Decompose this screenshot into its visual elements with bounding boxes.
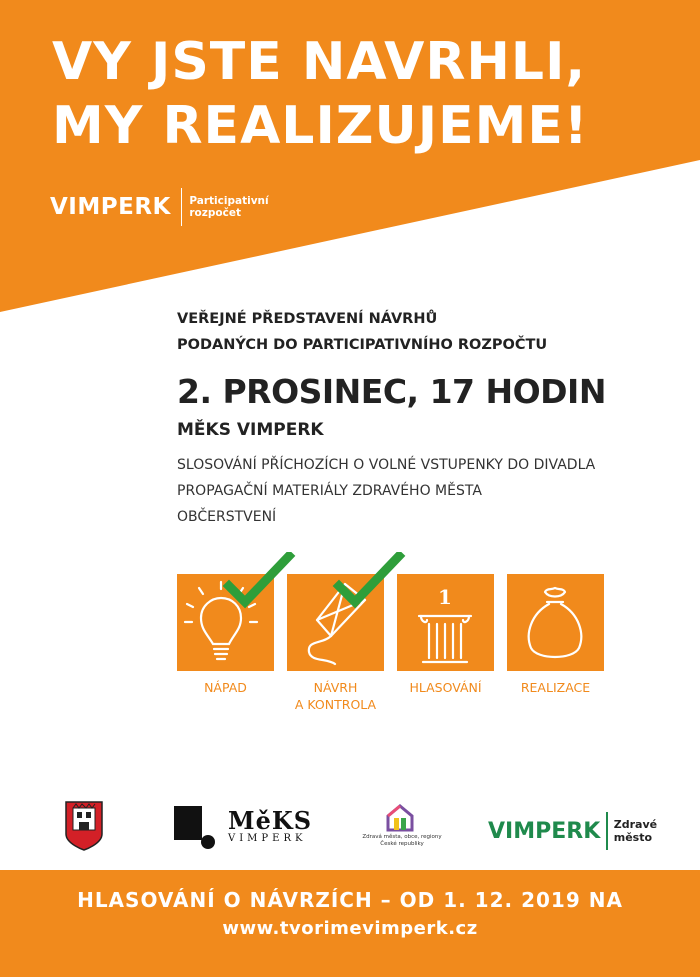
meks-logo-text [228, 806, 312, 844]
participatory-budget-logo [50, 188, 269, 226]
healthy-cities-network-text [362, 834, 442, 848]
event-detail-item: OBČERSTVENÍ [177, 509, 277, 525]
footer-voting-text: HLASOVÁNÍ O NÁVRZÍCH – OD 1. 12. 2019 NA [77, 888, 623, 912]
step-box [287, 574, 384, 671]
step-number: 1 [438, 585, 452, 609]
healthy-city-divider [606, 812, 608, 850]
brand-name: VIMPERK [50, 194, 171, 220]
step-realizace [507, 574, 604, 696]
coat-of-arms-icon [64, 800, 104, 852]
brand-subtitle-line-1: Participativní [189, 195, 269, 207]
event-venue: MĚKS VIMPERK [177, 420, 324, 440]
step-label-line-2: A KONTROLA [294, 697, 377, 712]
step-box [177, 574, 274, 671]
event-intro [177, 306, 547, 358]
healthy-city-logo [488, 812, 657, 850]
event-details [177, 452, 595, 530]
column-number-icon [397, 574, 494, 671]
healthy-city-subtitle-line-2: město [613, 831, 653, 844]
step-box [397, 574, 494, 671]
meks-logo-icon [172, 804, 216, 850]
event-detail-item: SLOSOVÁNÍ PŘÍCHOZÍCH O VOLNÉ VSTUPENKY DO DIVADLA [177, 457, 596, 473]
step-navrh [287, 574, 384, 713]
healthy-city-name: VIMPERK [488, 818, 601, 844]
healthy-cities-network-icon [384, 804, 416, 832]
partner-logos [0, 800, 700, 860]
footer-banner [0, 870, 700, 977]
meks-subtitle: VIMPERK [228, 833, 307, 844]
brand-subtitle-line-2: rozpočet [189, 207, 241, 219]
meks-name: MěKS [228, 806, 313, 835]
event-intro-line-2: PODANÝCH DO PARTICIPATIVNÍHO ROZPOČTU [177, 337, 548, 353]
event-intro-line-1: VEŘEJNÉ PŘEDSTAVENÍ NÁVRHŮ [177, 311, 438, 327]
brand-divider [181, 188, 183, 226]
headline-line-1: VY JSTE NAVRHLI, [52, 32, 587, 92]
money-bag-icon [507, 574, 604, 671]
step-label: HLASOVÁNÍ [409, 680, 482, 695]
healthy-city-subtitle [614, 818, 657, 844]
step-label: REALIZACE [520, 680, 591, 695]
brand-subtitle [189, 195, 268, 219]
step-napad [177, 574, 274, 696]
network-line-1: Zdravá města, obce, regiony [362, 834, 442, 840]
event-detail-item: PROPAGAČNÍ MATERIÁLY ZDRAVÉHO MĚSTA [177, 483, 482, 499]
step-label-line-1: NÁVRH [313, 680, 358, 695]
healthy-city-subtitle-line-1: Zdravé [613, 818, 658, 831]
step-box [507, 574, 604, 671]
event-date: 2. PROSINEC, 17 HODIN [177, 372, 606, 411]
footer-website-link[interactable]: www.tvorimevimperk.cz [222, 918, 478, 939]
headline [52, 30, 589, 158]
headline-line-2: MY REALIZUJEME! [52, 96, 589, 156]
network-line-2: České republiky [380, 841, 424, 847]
step-label [287, 679, 384, 713]
step-label: NÁPAD [204, 680, 247, 695]
step-hlasovani [397, 574, 494, 696]
